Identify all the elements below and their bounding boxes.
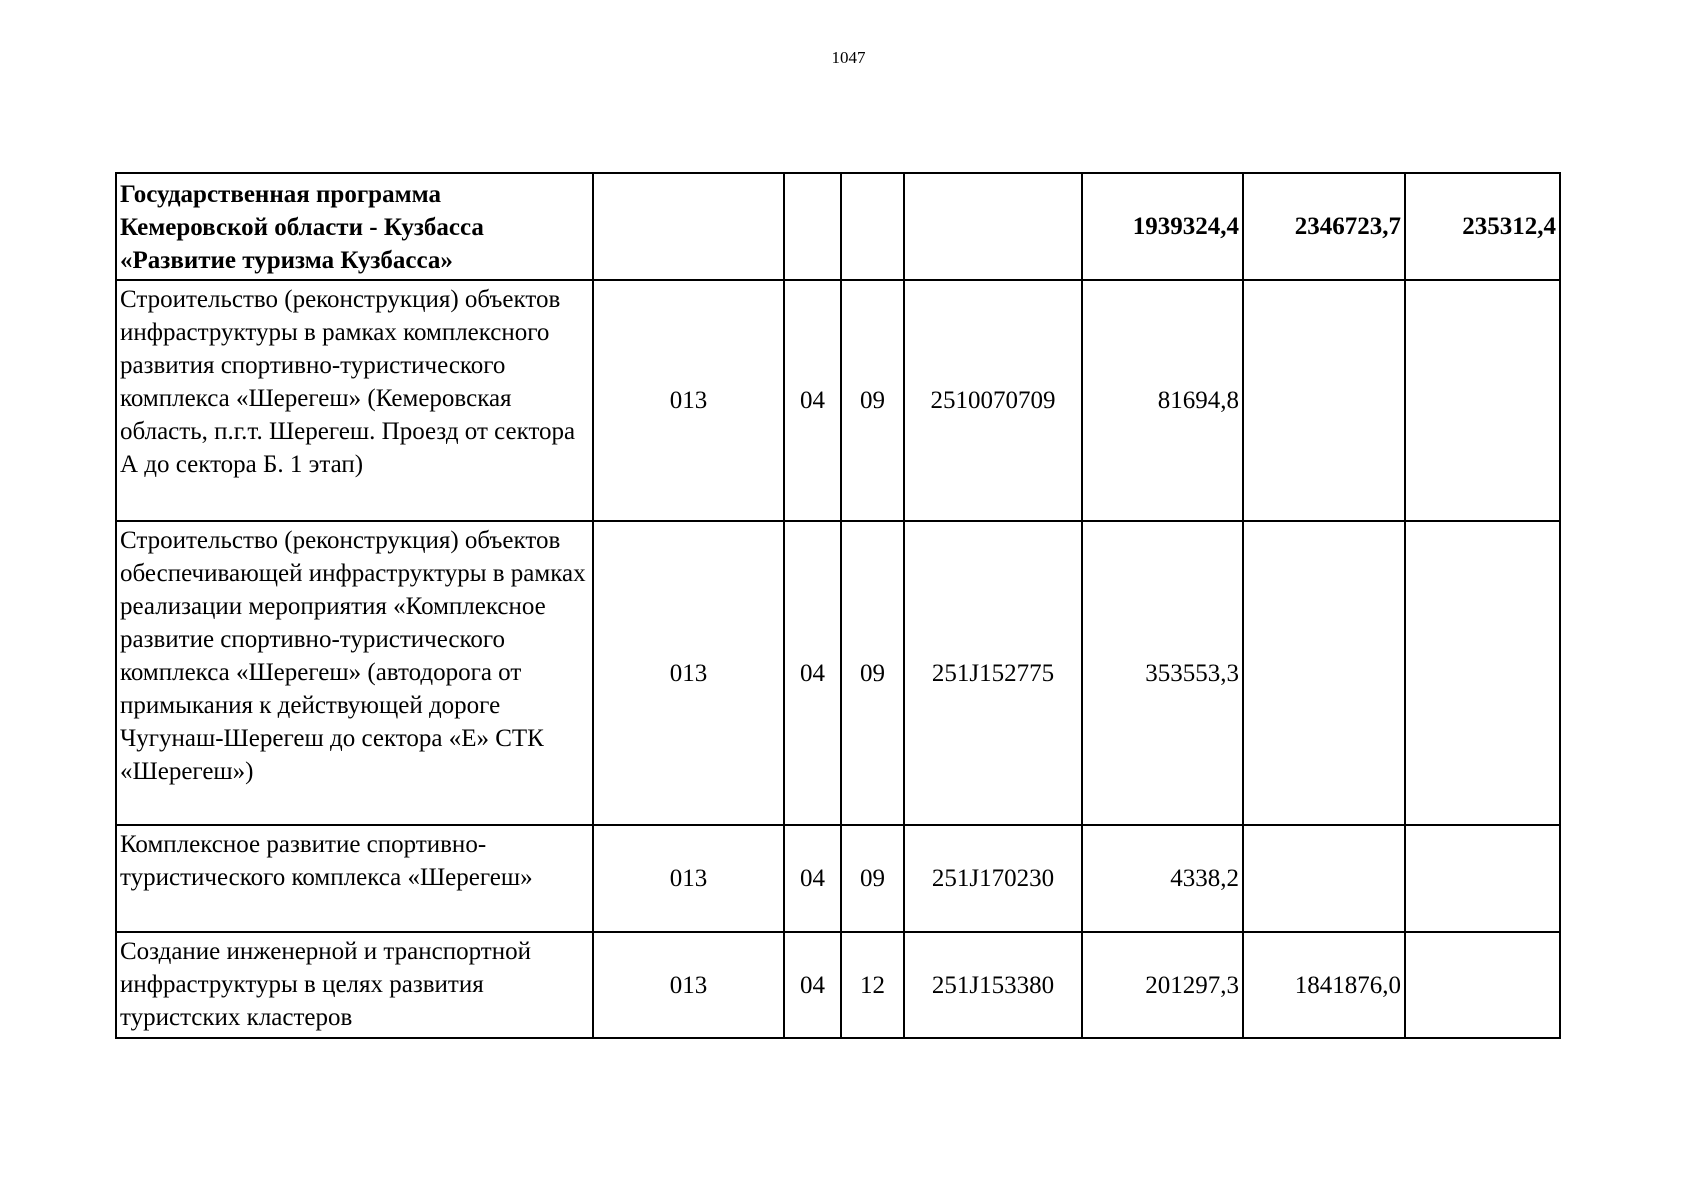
cell-name: Государственная программа Кемеровской области - Кузбасса «Развитие туризма Кузбасса» [116,173,593,280]
cell-year3 [1405,521,1560,825]
cell-target: 251J170230 [904,825,1082,932]
cell-target [904,173,1082,280]
cell-subsection: 09 [841,521,904,825]
table-row [116,825,1560,932]
cell-section: 04 [784,280,841,521]
cell-section [784,173,841,280]
cell-year1: 353553,3 [1082,521,1243,825]
cell-subsection: 09 [841,825,904,932]
cell-year3: 235312,4 [1405,173,1560,280]
cell-ministry: 013 [593,521,784,825]
cell-subsection: 09 [841,280,904,521]
cell-subsection: 12 [841,932,904,1038]
page-number: 1047 [831,48,866,67]
cell-section: 04 [784,932,841,1038]
cell-target: 2510070709 [904,280,1082,521]
cell-year1: 4338,2 [1082,825,1243,932]
budget-table [115,172,1561,1039]
cell-ministry: 013 [593,932,784,1038]
cell-year1: 81694,8 [1082,280,1243,521]
cell-section: 04 [784,825,841,932]
cell-name: Комплексное развитие спортивно-туристического комплекса «Шерегеш» [116,825,593,932]
cell-target: 251J152775 [904,521,1082,825]
cell-year2: 2346723,7 [1243,173,1405,280]
cell-subsection [841,173,904,280]
cell-ministry [593,173,784,280]
cell-year2 [1243,521,1405,825]
cell-target: 251J153380 [904,932,1082,1038]
cell-year2 [1243,825,1405,932]
table-row [116,280,1560,521]
cell-name: Строительство (реконструкция) объектов обеспечивающей инфраструктуры в рамках реализации мероприятия «Комплексное развитие спортивно-туристического комплекса «Шерегеш» (автодорога от примыкания к действующей дороге Чугунаш-Шерегеш до сектора «Е» СТК «Шерегеш») [116,521,593,825]
cell-name: Строительство (реконструкция) объектов инфраструктуры в рамках комплексного развития спортивно-туристического комплекса «Шерегеш» (Кемеровская область, п.г.т. Шерегеш. Проезд от сектора А до сектора Б. 1 этап) [116,280,593,521]
cell-year1: 201297,3 [1082,932,1243,1038]
cell-year1: 1939324,4 [1082,173,1243,280]
cell-year2: 1841876,0 [1243,932,1405,1038]
cell-name: Создание инженерной и транспортной инфраструктуры в целях развития туристских кластеров [116,932,593,1038]
cell-ministry: 013 [593,825,784,932]
table-row [116,932,1560,1038]
cell-year3 [1405,932,1560,1038]
cell-year3 [1405,825,1560,932]
table-row-program [116,173,1560,280]
cell-year2 [1243,280,1405,521]
table-row [116,521,1560,825]
cell-year3 [1405,280,1560,521]
cell-ministry: 013 [593,280,784,521]
cell-section: 04 [784,521,841,825]
